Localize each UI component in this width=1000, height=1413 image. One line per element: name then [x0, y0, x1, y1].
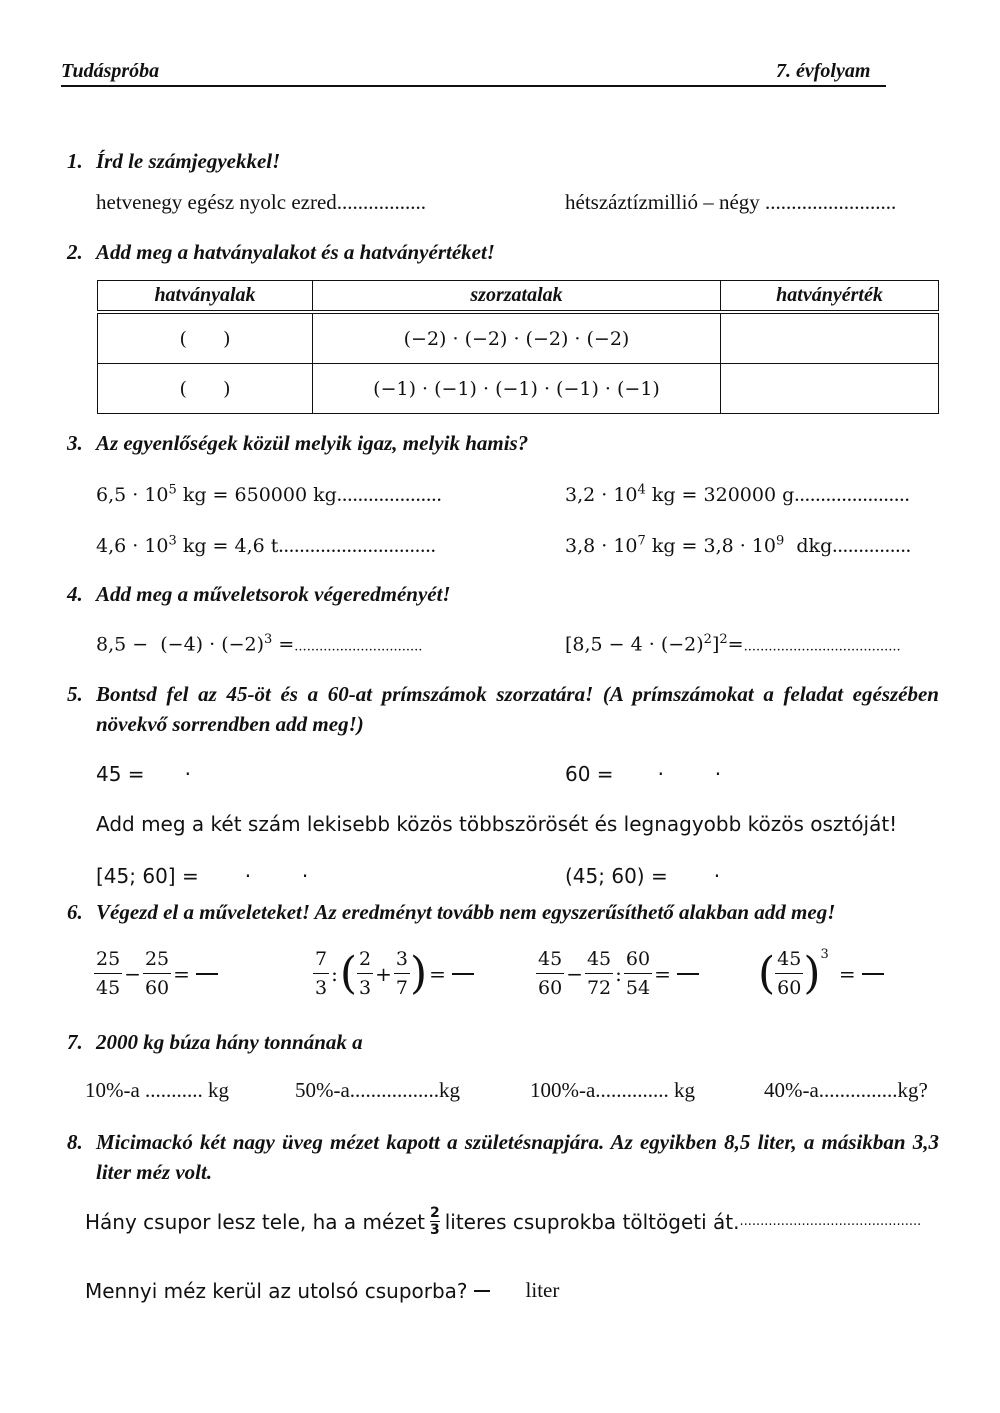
product-cell: (−2) · (−2) · (−2) · (−2) — [313, 312, 721, 364]
power-cell[interactable]: ( ) — [98, 364, 313, 414]
q3-equation-b2: $3,8 \cdot 10^7$ kg = $3,8 \cdot 10^9$ dkg............... — [565, 533, 911, 557]
q1-item-a: hetvenegy egész nyolc ezred................. — [96, 190, 427, 214]
q8-line-2: Mennyi méz kerül az utolsó csuporba? liter — [85, 1278, 560, 1303]
power-table — [97, 280, 939, 414]
fraction: $\frac{45}{72}$ — [585, 945, 613, 1002]
question-number: 4. — [67, 582, 83, 606]
header-left: Tudáspróba — [61, 60, 160, 82]
q4-expression-b: $[8,5 - 4 \cdot (-2)^2]^2=$...................................... — [565, 632, 901, 656]
fraction: $\frac{45}{60}$ — [775, 945, 803, 1002]
question-text: Bontsd fel az 45-öt és a 60-at prímszámok szorzatára! (A prímszámokat a feladat egészében növekvő sorrendben add meg!) — [96, 682, 939, 736]
q7-item-40: 40%-a...............kg? — [764, 1078, 928, 1102]
fraction: $\frac{45}{60}$ — [536, 945, 564, 1002]
q1-item-b: hétszáztízmillió – négy ......................... — [565, 190, 897, 214]
question-number: 2. — [67, 240, 83, 264]
fraction: $\frac{60}{54}$ — [624, 945, 652, 1002]
fraction: $\frac{7}{3}$ — [313, 945, 329, 1002]
col-header-value: hatványérték — [721, 281, 939, 313]
fraction: $\frac{3}{7}$ — [394, 945, 410, 1002]
header-right: 7. évfolyam — [776, 60, 871, 82]
q5-factor-45: 45 = · — [96, 762, 191, 786]
question-text: Írd le számjegyekkel! — [96, 149, 281, 173]
q5-subtask: Add meg a két szám lekisebb közös többszörösét és legnagyobb közös osztóját! — [96, 812, 898, 836]
fraction: $\frac{25}{60}$ — [143, 945, 171, 1002]
question-text: Az egyenlőségek közül melyik igaz, melyik hamis? — [96, 431, 529, 455]
table-row — [98, 312, 939, 364]
q5-lcm: [45; 60] = · · — [96, 864, 309, 888]
q3-equation-a1: $6,5 \cdot 10^5$ kg = 650000 kg.................... — [96, 482, 442, 506]
question-text: Végezd el a műveleteket! Az eredményt tovább nem egyszerűsíthető alakban add meg! — [96, 900, 836, 924]
value-cell[interactable] — [721, 312, 939, 364]
q7-item-100: 100%-a.............. kg — [530, 1078, 696, 1102]
question-text: Add meg a műveletsorok végeredményét! — [96, 582, 451, 606]
answer-blank[interactable] — [452, 973, 474, 975]
q6-expression-3: $\frac{45}{60}$ − $\frac{45}{72}$ : $\frac{60}{54}$ = — [536, 945, 699, 1002]
q6-expression-1: $\frac{25}{45}$ − $\frac{25}{60}$ = — [94, 945, 218, 1002]
answer-blank[interactable] — [474, 1290, 490, 1292]
header-rule — [61, 85, 886, 87]
q6-expression-2: $\frac{7}{3}$ : ( $\frac{2}{3}$ + $\frac{3}{7}$ ) = — [313, 945, 474, 1002]
q6-expression-4: ( $\frac{45}{60}$ ) 3 = — [758, 945, 884, 1002]
col-header-product: szorzatalak — [313, 281, 721, 313]
q7-item-10: 10%-a ........... kg — [85, 1078, 230, 1102]
q7-item-50: 50%-a.................kg — [295, 1078, 461, 1102]
power-cell[interactable]: ( ) — [98, 312, 313, 364]
q5-factor-60: 60 = · · — [565, 762, 722, 786]
question-number: 6. — [67, 900, 83, 924]
product-cell: (−1) · (−1) · (−1) · (−1) · (−1) — [313, 364, 721, 414]
answer-blank[interactable] — [196, 973, 218, 975]
q3-equation-b1: $3,2 \cdot 10^4$ kg = 320000 g...................... — [565, 482, 910, 506]
fraction: 2 3 — [429, 1205, 440, 1238]
q8-line-1: Hány csupor lesz tele, ha a mézet 2 3 literes csuprokba töltögeti át. ............................................ — [85, 1205, 922, 1238]
question-text: 2000 kg búza hány tonnának a — [96, 1030, 363, 1054]
question-8-title — [67, 1127, 939, 1187]
question-text: Micimackó két nagy üveg mézet kapott a születésnapjára. Az egyikben 8,5 liter, a másikban 3,3 liter méz volt. — [96, 1130, 939, 1184]
question-number: 7. — [67, 1030, 83, 1054]
q5-gcd: (45; 60) = · — [565, 864, 721, 888]
question-number: 5. — [67, 682, 83, 706]
question-5-title — [67, 679, 939, 739]
fraction: $\frac{2}{3}$ — [357, 945, 373, 1002]
col-header-power: hatványalak — [98, 281, 313, 313]
question-number: 1. — [67, 149, 83, 173]
question-number: 8. — [67, 1130, 83, 1154]
table-row — [98, 364, 939, 414]
question-number: 3. — [67, 431, 83, 455]
q3-equation-a2: $4,6 \cdot 10^3$ kg = 4,6 t.............................. — [96, 533, 436, 557]
q4-expression-a: $8,5 - (-4) \cdot (-2)^3$ =............................... — [96, 632, 423, 656]
answer-blank[interactable] — [677, 973, 699, 975]
answer-blank[interactable] — [862, 973, 884, 975]
value-cell[interactable] — [721, 364, 939, 414]
question-text: Add meg a hatványalakot és a hatványértéket! — [96, 240, 495, 264]
fraction: $\frac{25}{45}$ — [94, 945, 122, 1002]
